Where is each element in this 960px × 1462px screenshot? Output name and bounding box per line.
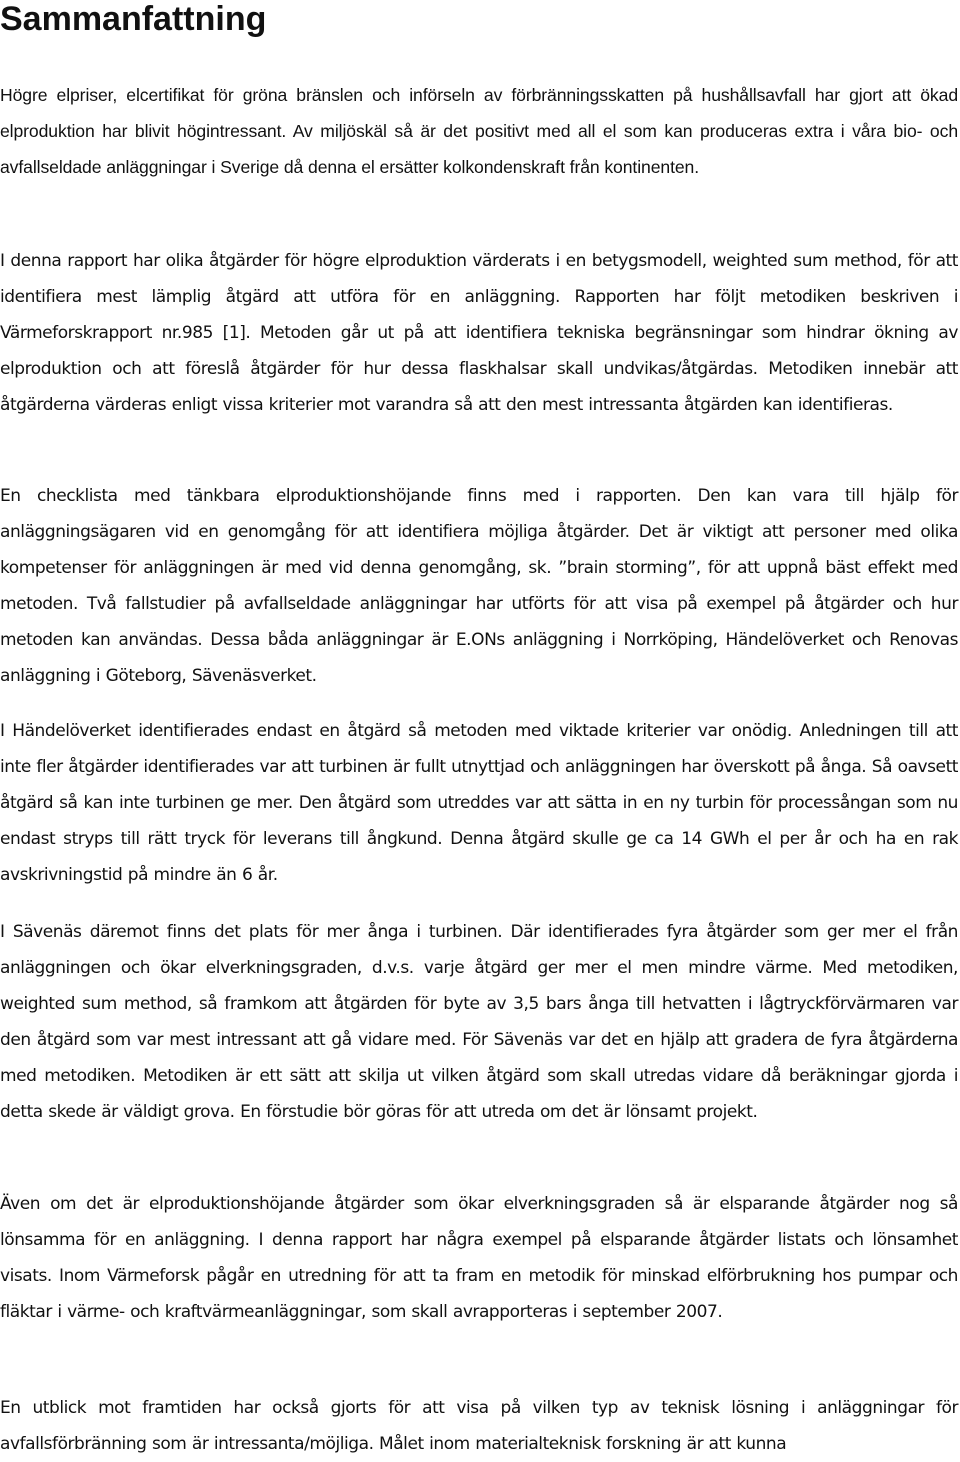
paragraph-outlook: En utblick mot framtiden har också gjorts för att visa på vilken typ av teknisk lösning i anläggningar för avfallsförbränning som är intressanta/möjliga. Målet inom materialteknisk forskning är att kunna — [0, 1398, 958, 1454]
paragraph-checklist: En checklista med tänkbara elproduktionshöjande finns med i rapporten. Den kan vara till hjälp för anläggningsägaren vid en genomgång för att identifiera möjliga åtgärder. Det är viktigt att personer med olika kompetenser för anläggningen är med vid denna genomgång, sk. ”brain storming”, för att uppnå bäst effekt med metoden. Två fallstudier på avfallseldade anläggningar har utförts för att visa på exempel på åtgärder och hur metoden kan användas. Dessa båda anläggningar är E.ONs anläggning i Norrköping, Händelöverket och Renovas anläggning i Göteborg, Sävenäsverket. — [0, 486, 958, 686]
paragraph-savenas: I Sävenäs däremot finns det plats för mer ånga i turbinen. Där identifierades fyra åtgärder som ger mer el från anläggningen och ökar elverkningsgraden, d.v.s. varje åtgärd ger mer el men mindre värme. Med metodiken, weighted sum method, så framkom att åtgärden för byte av 3,5 bars ånga till hetvatten i lågtryckförvärmaren var den åtgärd som var mest intressant att gå vidare med. För Sävenäs var det en hjälp att gradera de fyra åtgärderna med metodiken. Metodiken är ett sätt att skilja ut vilken åtgärd som skall utredas vidare då beräkningar gjorda i detta skede är väldigt grova. En förstudie bör göras för att utreda om det är lönsamt projekt. — [0, 922, 958, 1122]
page-title: Sammanfattning — [0, 0, 267, 38]
paragraph-method: I denna rapport har olika åtgärder för högre elproduktion värderats i en betygsmodell, weighted sum method, för att identifiera mest lämplig åtgärd att utföra för en anläggning. Rapporten har följt metodiken beskriven i Värmeforskrapport nr.985 [1]. Metoden går ut på att identifiera tekniska begränsningar som hindrar ökning av elproduktion och att föreslå åtgärder för hur dessa flaskhalsar skall undvikas/åtgärdas. Metodiken innebär att åtgärderna värderas enligt vissa kriterier mot varandra så att den mest intressanta åtgärden kan identifieras. — [0, 251, 958, 415]
paragraph-handeloverket: I Händelöverket identifierades endast en åtgärd så metoden med viktade kriterier var onödig. Anledningen till att inte fler åtgärder identifierades var att turbinen är fullt utnyttjad och anläggningen har överskott på ånga. Så oavsett åtgärd så kan inte turbinen ge mer. Den åtgärd som utreddes var att sätta in en ny turbin för processångan som nu endast stryps till rätt tryck för leverans till ångkund. Denna åtgärd skulle ge ca 14 GWh el per år och ha en rak avskrivningstid på mindre än 6 år. — [0, 721, 958, 885]
paragraph-background: Högre elpriser, elcertifikat för gröna bränslen och införseln av förbränningsskatten på hushållsavfall har gjort att ökad elproduktion har blivit högintressant. Av miljöskäl så är det positivt med all el som kan produceras extra i våra bio- och avfallseldade anläggningar i Sverige då denna el ersätter kolkondenskraft från kontinenten. — [0, 85, 958, 177]
paragraph-energy-saving: Även om det är elproduktionshöjande åtgärder som ökar elverkningsgraden så är elsparande åtgärder nog så lönsamma för en anläggning. I denna rapport har några exempel på elsparande åtgärder listats och lönsamhet visats. Inom Värmeforsk pågår en utredning för att ta fram en metodik för minskad elförbrukning hos pumpar och fläktar i värme- och kraftvärmeanläggningar, som skall avrapporteras i september 2007. — [0, 1194, 958, 1322]
